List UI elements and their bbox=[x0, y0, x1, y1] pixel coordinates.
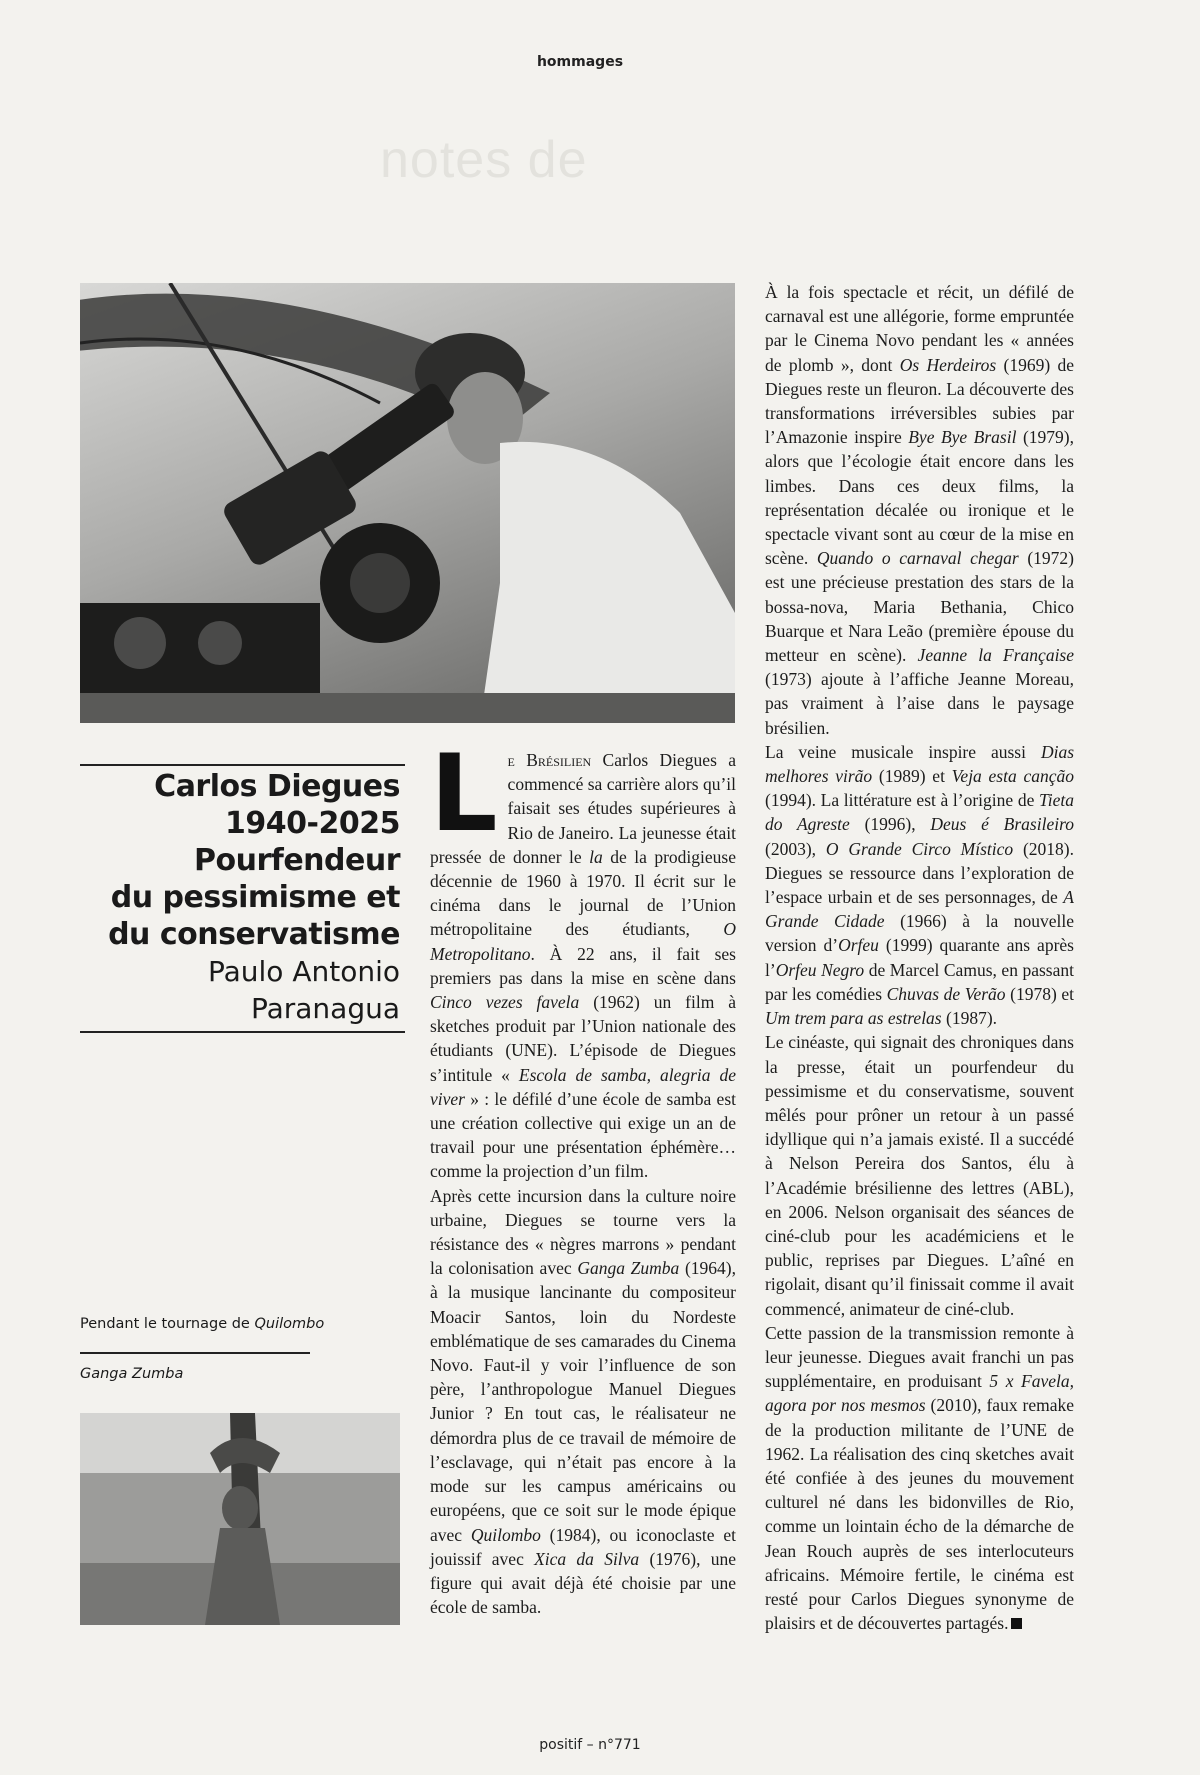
author-line: Paulo Antonio bbox=[207, 955, 400, 988]
main-photo bbox=[80, 283, 735, 723]
page-folio: positif – n°771 bbox=[539, 1737, 641, 1753]
text-run: (2003), bbox=[765, 838, 826, 859]
film-title: Ganga Zumba bbox=[577, 1258, 680, 1279]
text-run: (1966) à la nouvelle version d’ bbox=[765, 911, 1074, 956]
film-title: Dias melhores virão bbox=[765, 741, 1074, 787]
film-title: A Grande Cidade bbox=[765, 887, 1074, 932]
film-title: Os Herdeiros bbox=[899, 354, 997, 375]
main-photo-caption bbox=[80, 1316, 324, 1332]
text-run: La veine musicale inspire aussi bbox=[765, 741, 1041, 762]
film-set-illustration bbox=[80, 283, 735, 723]
text-run: À la fois spectacle et récit, un défilé de carnaval est une allégorie, forme empruntée par le Cinema Novo pendant les « années de plomb », dont bbox=[765, 282, 1074, 375]
film-title: Quilombo bbox=[470, 1524, 541, 1545]
text-run: (1994). La littérature est à l’origine de bbox=[765, 790, 1039, 811]
film-title: Um trem para as estrelas bbox=[765, 1008, 942, 1029]
title-rule-bottom bbox=[80, 1031, 405, 1033]
text-run: (1999) quarante ans après l’ bbox=[765, 935, 1074, 980]
film-title: Deus é Brasileiro bbox=[930, 814, 1074, 835]
film-title: Bye Bye Brasil bbox=[908, 427, 1017, 448]
film-title: 5 x Favela, agora por nos mesmos bbox=[765, 1371, 1074, 1416]
text-run: (1978) et bbox=[1005, 983, 1074, 1004]
film-title: Veja esta canção bbox=[951, 766, 1074, 787]
text-run: (1984), ou iconoclaste et jouissif avec bbox=[430, 1524, 736, 1569]
article-column-middle bbox=[430, 732, 737, 1619]
end-of-article-mark bbox=[1011, 1618, 1022, 1629]
paragraph-2 bbox=[430, 1184, 736, 1620]
film-title: Escola de samba, alegria de viver bbox=[430, 1064, 737, 1109]
paragraph-5: Le cinéaste, qui signait des chroniques dans la presse, était un pourfendeur du pessimisme et du conservatisme, souvent mêlés pour prôner un retour à un passé idyllique qui n’a jamais existé. Il a succédé à Nelson Pereira dos Santos, élu à l’Académie brésilienne des lettres (ABL), en 2006. Nelson organisait des séances de ciné-club pour les académiciens et le public, reprises par Diegues. L’aîné en rigolait, disant qu’il finissait comme il avait commencé, animateur de ciné-club. bbox=[765, 1032, 1074, 1319]
text-run: (2018). Diegues se ressource dans l’exploration de l’espace urbain et de ses personnages, de bbox=[765, 838, 1075, 908]
paragraph-3 bbox=[765, 280, 1074, 740]
title-line: du conservatisme bbox=[108, 917, 400, 952]
text-run: (1964), à la musique lancinante du compositeur Moacir Santos, loin du Nordeste emblématique de ses camarades du Cinema Novo. Faut-il y voir l’influence de son père, l’anthropologue Manuel Diegues Junior ? En tout cas, le réalisateur ne démordra plus de ce travail de mémoire de l’esclavage, qui n’était pas encore à la mode sur les campus américains ou européens, que ce soit sur le mode épique avec bbox=[430, 1258, 736, 1545]
title-line: Pourfendeur bbox=[194, 843, 400, 878]
article-title-block bbox=[80, 768, 400, 1027]
title-line: Carlos Diegues bbox=[154, 769, 400, 804]
text-run: de la prodigieuse décennie de 1960 à 1970. Il écrit sur le cinéma dans le journal de l’Union métropolitaine des étudiants, bbox=[430, 846, 737, 940]
title-line: 1940-2025 bbox=[225, 806, 400, 841]
film-title: O Grande Circo Místico bbox=[825, 838, 1014, 859]
small-photo-caption bbox=[80, 1366, 183, 1382]
text-run: Cette passion de la transmission remonte à leur jeunesse. Diegues avait franchi un pas supplémentaire, en produisant bbox=[765, 1322, 1074, 1392]
paragraph-1 bbox=[430, 732, 737, 1184]
ganga-zumba-photo bbox=[80, 1413, 400, 1625]
text-run: (2010), faux remake de la production militante de l’UNE de 1962. La réalisation des cinq sketches avait été confiée à des jeunes du mouvement culturel né dans les bidonvilles de Rio, comme un lointain écho de la démarche de Jean Rouch auprès de ses interlocuteurs africains. Mémoire fertile, le cinéma est resté pour Carlos Diegues synonyme de plaisirs et de découvertes partagés. bbox=[765, 1395, 1074, 1634]
text-run: (1962) un film à sketches produit par l’Union nationale des étudiants (UNE). L’épisode de Diegues s’intitule « bbox=[430, 992, 736, 1085]
film-title: Cinco vezes favela bbox=[430, 992, 580, 1013]
dropcap: L bbox=[430, 732, 498, 855]
lead-in: e Brésilien bbox=[507, 750, 592, 770]
author-line: Paranagua bbox=[250, 992, 400, 1025]
ganga-zumba-illustration bbox=[80, 1413, 400, 1625]
film-title: Orfeu Negro bbox=[775, 959, 865, 980]
film-title: Xica da Silva bbox=[534, 1548, 640, 1569]
film-title: Tieta do Agreste bbox=[765, 790, 1074, 835]
caption-rule bbox=[80, 1352, 310, 1354]
text-run: (1976), une figure qui avait déjà été choisie par une école de samba. bbox=[430, 1548, 736, 1618]
film-title: Chuvas de Verão bbox=[886, 983, 1006, 1004]
text-run: (1973) ajoute à l’affiche Jeanne Moreau, pas vraiment à l’aise dans le paysage brésilien. bbox=[765, 669, 1074, 738]
caption-text: Pendant le tournage de bbox=[80, 1316, 250, 1332]
text-run: Après cette incursion dans la culture noire urbaine, Diegues se tourne vers la résistance des « nègres marrons » pendant la colonisation avec bbox=[430, 1185, 736, 1279]
text-run: (1969) de Diegues reste un fleuron. La découverte des transformations irréversibles subies par l’Amazonie inspire bbox=[765, 354, 1074, 448]
ghost-heading: notes de bbox=[380, 131, 588, 189]
article-column-right bbox=[765, 280, 1074, 1635]
article-author bbox=[80, 953, 400, 1027]
caption-film-title: Ganga Zumba bbox=[80, 1366, 184, 1382]
text-run: . À 22 ans, il fait ses premiers pas dans la mise en scène dans bbox=[430, 943, 736, 988]
title-rule-top bbox=[80, 764, 405, 766]
text-run: (1987). bbox=[941, 1008, 998, 1029]
caption-film-title: Quilombo bbox=[254, 1316, 325, 1332]
paragraph-6 bbox=[765, 1321, 1074, 1636]
film-title: Quando o carnaval chegar bbox=[816, 548, 1019, 569]
title-line: du pessimisme et bbox=[110, 880, 400, 915]
text-run: (1972) est une précieuse prestation des stars de la bossa-nova, Maria Bethania, Chico Buarque et Nara Leão (première épouse du metteur en scène). bbox=[765, 548, 1074, 666]
italic-run: la bbox=[589, 846, 603, 867]
film-title: Jeanne la Française bbox=[917, 645, 1075, 666]
film-title: Orfeu bbox=[838, 935, 879, 956]
paragraph-4 bbox=[765, 740, 1074, 1030]
section-label: hommages bbox=[536, 54, 624, 70]
text-run: (1996), bbox=[849, 814, 931, 835]
article-title bbox=[80, 768, 400, 953]
text-run: » : le défilé d’une école de samba est une création collective qui exige un an de travail pour une présentation éphémère… comme la projection d’un film. bbox=[430, 1088, 736, 1182]
text-run: Carlos Diegues a commencé sa carrière alors qu’il faisait ses études supérieures à Rio de Janeiro. La jeunesse était pressée de donner le bbox=[430, 750, 736, 867]
publication-title: O Metropolitano bbox=[430, 919, 736, 964]
text-run: (1979), alors que l’écologie était encore dans les limbes. Dans ces deux films, la représentation décalée ou ironique et le spectacle vivant sont au cœur de la mise en scène. bbox=[765, 427, 1074, 569]
text-run: de Marcel Camus, en passant par les comédies bbox=[765, 959, 1074, 1004]
text-run: (1989) et bbox=[872, 766, 952, 787]
